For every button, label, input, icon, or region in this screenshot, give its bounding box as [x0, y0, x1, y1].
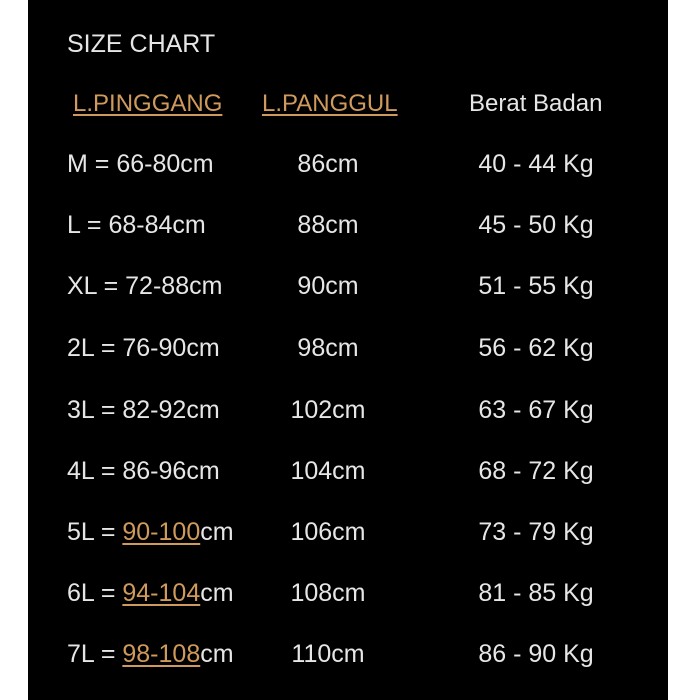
hip-value: 102cm — [290, 396, 366, 424]
waist-cell — [67, 150, 214, 179]
hip-value: 106cm — [290, 518, 366, 546]
table-row — [28, 150, 668, 190]
table-row — [28, 396, 668, 436]
waist-value: cm — [200, 640, 234, 668]
waist-value: 76-90cm — [122, 334, 220, 362]
hip-value: 98cm — [297, 334, 359, 362]
waist-value: cm — [200, 579, 234, 607]
size-label: 4L = — [67, 457, 123, 485]
waist-value: 68-84cm — [108, 211, 206, 239]
weight-value: 45 - 50 Kg — [478, 211, 594, 239]
table-row — [28, 211, 668, 251]
size-chart-panel — [28, 0, 668, 700]
hip-value: 108cm — [290, 579, 366, 607]
waist-cell — [67, 396, 220, 425]
waist-highlight: 98-108 — [122, 640, 201, 668]
waist-highlight: 94-104 — [122, 579, 201, 607]
table-row — [28, 457, 668, 497]
size-label: 2L = — [67, 334, 123, 362]
size-label: XL = — [67, 272, 126, 300]
size-label: 7L = — [67, 640, 123, 668]
waist-highlight: 90-100 — [122, 518, 201, 546]
waist-value: cm — [200, 518, 234, 546]
hip-value: 86cm — [297, 150, 359, 178]
size-label: L = — [67, 211, 109, 239]
hip-value: 88cm — [297, 211, 359, 239]
waist-cell — [67, 579, 234, 608]
waist-value: 66-80cm — [116, 150, 214, 178]
size-label: 5L = — [67, 518, 123, 546]
waist-cell — [67, 457, 220, 486]
header-hip: L.PANGGUL — [262, 90, 398, 117]
weight-value: 63 - 67 Kg — [478, 396, 594, 424]
weight-value: 40 - 44 Kg — [478, 150, 594, 178]
table-row — [28, 334, 668, 374]
table-row — [28, 518, 668, 558]
table-row — [28, 272, 668, 312]
header-weight: Berat Badan — [469, 90, 603, 117]
weight-value: 81 - 85 Kg — [478, 579, 594, 607]
size-label: 6L = — [67, 579, 123, 607]
table-row — [28, 640, 668, 680]
weight-value: 51 - 55 Kg — [478, 272, 594, 300]
hip-value: 90cm — [297, 272, 359, 300]
weight-value: 56 - 62 Kg — [478, 334, 594, 362]
chart-title: SIZE CHART — [67, 30, 216, 58]
header-waist: L.PINGGANG — [73, 90, 223, 117]
table-row — [28, 579, 668, 619]
waist-value: 86-96cm — [122, 457, 220, 485]
waist-cell — [67, 518, 234, 547]
waist-cell — [67, 211, 206, 240]
waist-cell — [67, 334, 220, 363]
weight-value: 73 - 79 Kg — [478, 518, 594, 546]
size-label: 3L = — [67, 396, 123, 424]
size-label: M = — [67, 150, 117, 178]
waist-cell — [67, 272, 222, 301]
hip-value: 104cm — [290, 457, 366, 485]
waist-value: 82-92cm — [122, 396, 220, 424]
weight-value: 68 - 72 Kg — [478, 457, 594, 485]
hip-value: 110cm — [291, 640, 365, 668]
waist-cell — [67, 640, 234, 669]
weight-value: 86 - 90 Kg — [478, 640, 594, 668]
waist-value: 72-88cm — [125, 272, 223, 300]
